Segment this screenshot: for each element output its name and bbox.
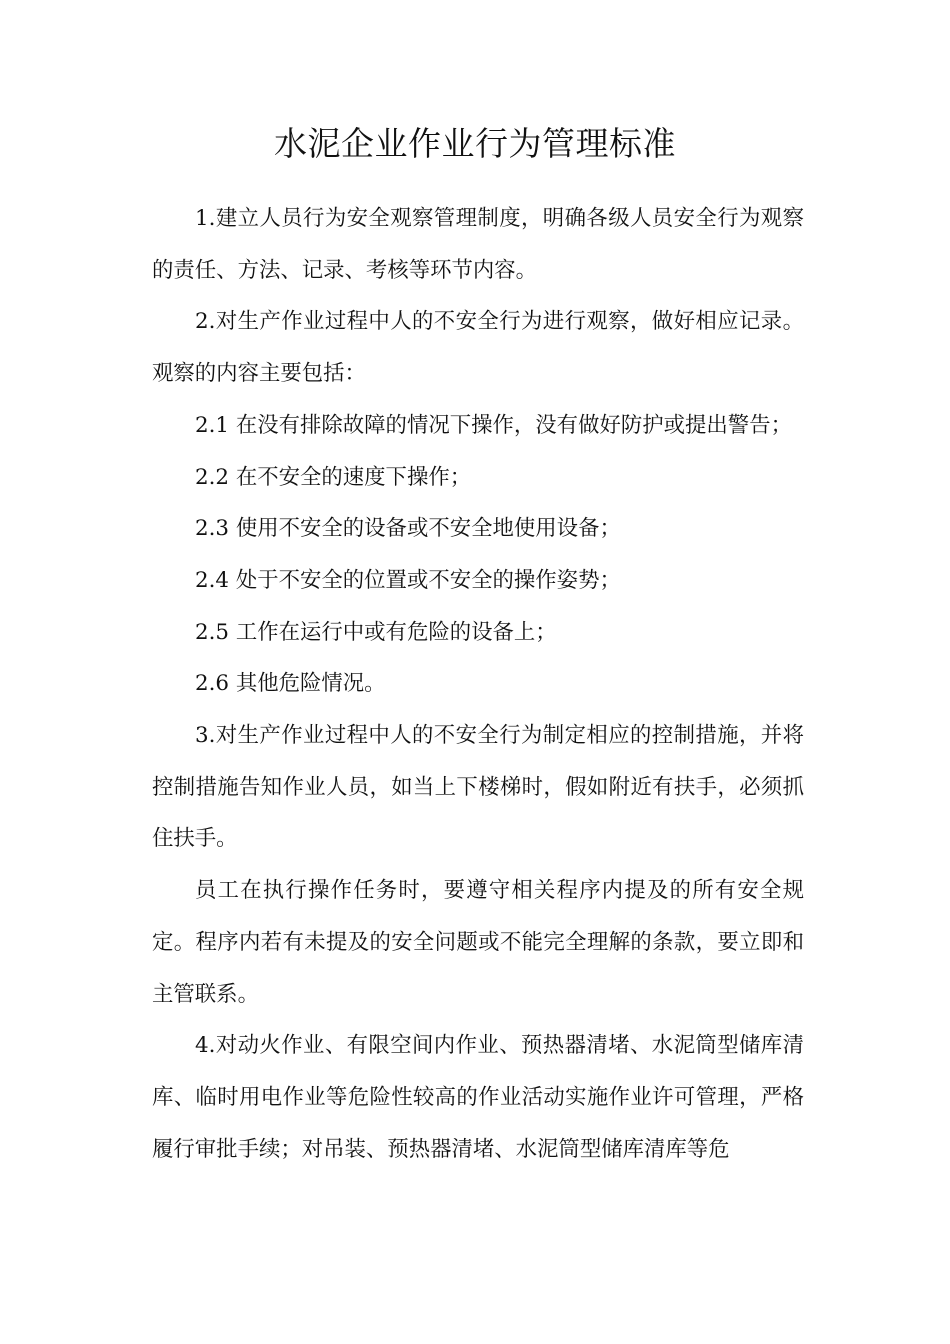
paragraph-2-2: 2.2 在不安全的速度下操作； — [195, 464, 472, 490]
paragraph-2-1: 2.1 在没有排除故障的情况下操作，没有做好防护或提出警告； — [195, 412, 792, 438]
paragraph-4: 4.对动火作业、有限空间内作业、预热器清堵、水泥筒型储库清库、临时用电作业等危险性较高的作业活动实施作业许可管理，严格履行审批手续；对吊装、预热器清堵、水泥筒型储库清库等危 — [152, 1033, 804, 1162]
paragraph-2-4: 2.4 处于不安全的位置或不安全的操作姿势； — [195, 567, 621, 593]
document-body — [152, 193, 804, 1175]
document-title: 水泥企业作业行为管理标准 — [274, 124, 676, 163]
paragraph-3: 3.对生产作业过程中人的不安全行为制定相应的控制措施，并将控制措施告知作业人员，如当上下楼梯时，假如附近有扶手，必须抓住扶手。 — [152, 723, 804, 852]
paragraph-1: 1.建立人员行为安全观察管理制度，明确各级人员安全行为观察的责任、方法、记录、考核等环节内容。 — [152, 206, 804, 283]
paragraph-employee-rules: 员工在执行操作任务时，要遵守相关程序内提及的所有安全规定。程序内若有未提及的安全问题或不能完全理解的条款，要立即和主管联系。 — [152, 878, 804, 1007]
paragraph-2-3: 2.3 使用不安全的设备或不安全地使用设备； — [195, 516, 621, 542]
paragraph-2-6: 2.6 其他危险情况。 — [195, 671, 386, 697]
paragraph-2-5: 2.5 工作在运行中或有危险的设备上； — [195, 619, 557, 645]
paragraph-2: 2.对生产作业过程中人的不安全行为进行观察，做好相应记录。观察的内容主要包括： — [152, 309, 804, 387]
